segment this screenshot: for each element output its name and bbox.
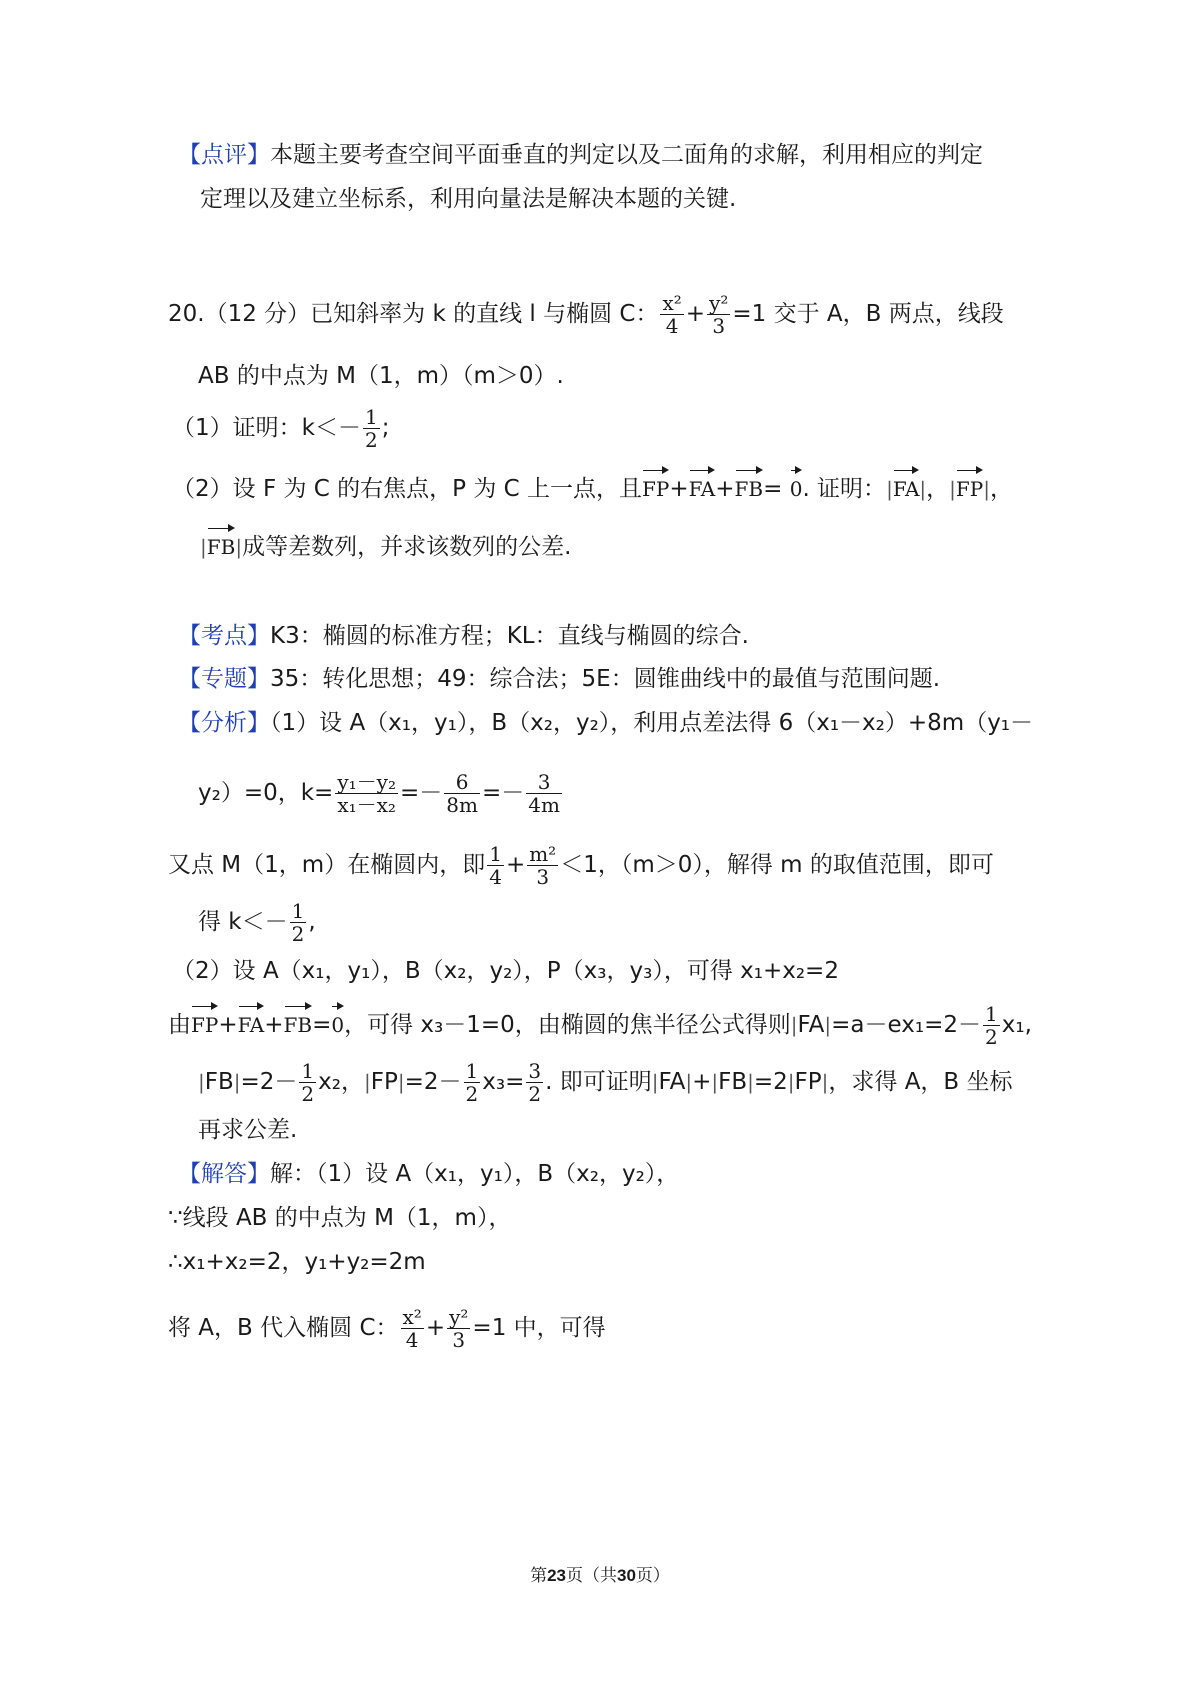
- fenxi-line-6: 由FP+FA+FB=0，可得 x₃－1=0，由椭圆的焦半径公式得则|FA|=a－ex₁=2－ $\frac{1}{2}$ x₁,: [168, 1002, 1032, 1049]
- jieda-line-1: 【解答】解：（1）设 A（x₁，y₁），B（x₂，y₂），: [178, 1161, 680, 1187]
- problem-part-1: （1）证明：k＜－ $\frac{1}{2}$ ;: [172, 405, 390, 452]
- fenxi-line-2: y₂）=0，k= $\frac{\text{y₁－y₂}}{\text{x₁－x₂}}$ =－ $\frac{6}{8m}$ =－ $\frac{3}{4m}$: [198, 770, 560, 817]
- page-total: 30: [617, 1566, 636, 1585]
- fenxi-line-7: |FB|=2－ $\frac{1}{2}$ x₂，|FP|=2－ $\frac{1}{2}$ x₃= $\frac{3}{2}$ . 即可证明|FA|+|FB|=2|FP|，求得 A，B 坐标: [198, 1059, 1013, 1106]
- problem-part-2: （2）设 F 为 C 的右焦点，P 为 C 上一点，且FP+FA+FB= 0. 证明：|FA|，|FP|，: [172, 467, 1013, 505]
- problem-line-1: 20.（12 分）已知斜率为 k 的直线 l 与椭圆 C： $\frac{\text{x²}}{4}$ + $\frac{\text{y²}}{3}$ =1 交于 A，B 两点，线段: [168, 291, 1004, 338]
- kaodian-tag: 【考点】: [178, 623, 270, 649]
- jieda-line-3: ∴x₁+x₂=2，y₁+y₂=2m: [168, 1249, 426, 1275]
- fenxi-line-4: 得 k＜－ $\frac{1}{2}$ ,: [198, 899, 316, 946]
- zhuanti-line: 【专题】35：转化思想；49：综合法；5E：圆锥曲线中的最值与范围问题.: [178, 666, 941, 692]
- fenxi-line-1: 【分析】（1）设 A（x₁，y₁），B（x₂，y₂），利用点差法得 6（x₁－x₂）+8m（y₁－: [178, 710, 1034, 736]
- kaodian-line: 【考点】K3：椭圆的标准方程；KL：直线与椭圆的综合.: [178, 623, 749, 649]
- fenxi-tag: 【分析】: [178, 710, 270, 736]
- fraction-one-half: $\frac{1}{2}$: [364, 405, 378, 452]
- jieda-line-2: ∵线段 AB 的中点为 M（1，m），: [168, 1205, 512, 1231]
- comment-line-2: 定理以及建立坐标系，利用向量法是解决本题的关键.: [200, 186, 737, 212]
- vector-zero: 0: [790, 467, 803, 505]
- fraction-y2-over-3: $\frac{\text{y²}}{3}$: [709, 291, 729, 338]
- page-footer: 第23页（共30页）: [530, 1566, 670, 1586]
- jieda-line-4: 将 A，B 代入椭圆 C： $\frac{\text{x²}}{4}$ + $\frac{\text{y²}}{3}$ =1 中，可得: [168, 1305, 606, 1352]
- vector-fa: FA: [689, 467, 716, 505]
- comment-line-1: 【点评】本题主要考查空间平面垂直的判定以及二面角的求解，利用相应的判定: [178, 142, 983, 168]
- page-number: 23: [547, 1566, 566, 1585]
- fraction-x2-over-4: $\frac{\text{x²}}{4}$: [662, 291, 682, 338]
- vector-fb: FB: [735, 467, 764, 505]
- vector-fp: FP: [642, 467, 669, 505]
- fenxi-line-8: 再求公差.: [198, 1117, 298, 1143]
- zhuanti-tag: 【专题】: [178, 666, 270, 692]
- problem-part-2-cont: |FB|成等差数列，并求该数列的公差.: [200, 525, 571, 563]
- problem-line-2: AB 的中点为 M（1，m）（m＞0）.: [198, 363, 564, 389]
- comment-tag: 【点评】: [178, 142, 270, 168]
- fenxi-line-3: 又点 M（1，m）在椭圆内，即 $\frac{1}{4}$ + $\frac{\text{m²}}{3}$ ＜1，（m＞0），解得 m 的取值范围，即可: [168, 842, 994, 889]
- jieda-tag: 【解答】: [178, 1161, 270, 1187]
- fenxi-line-5: （2）设 A（x₁，y₁），B（x₂，y₂），P（x₃，y₃），可得 x₁+x₂=2: [172, 958, 839, 984]
